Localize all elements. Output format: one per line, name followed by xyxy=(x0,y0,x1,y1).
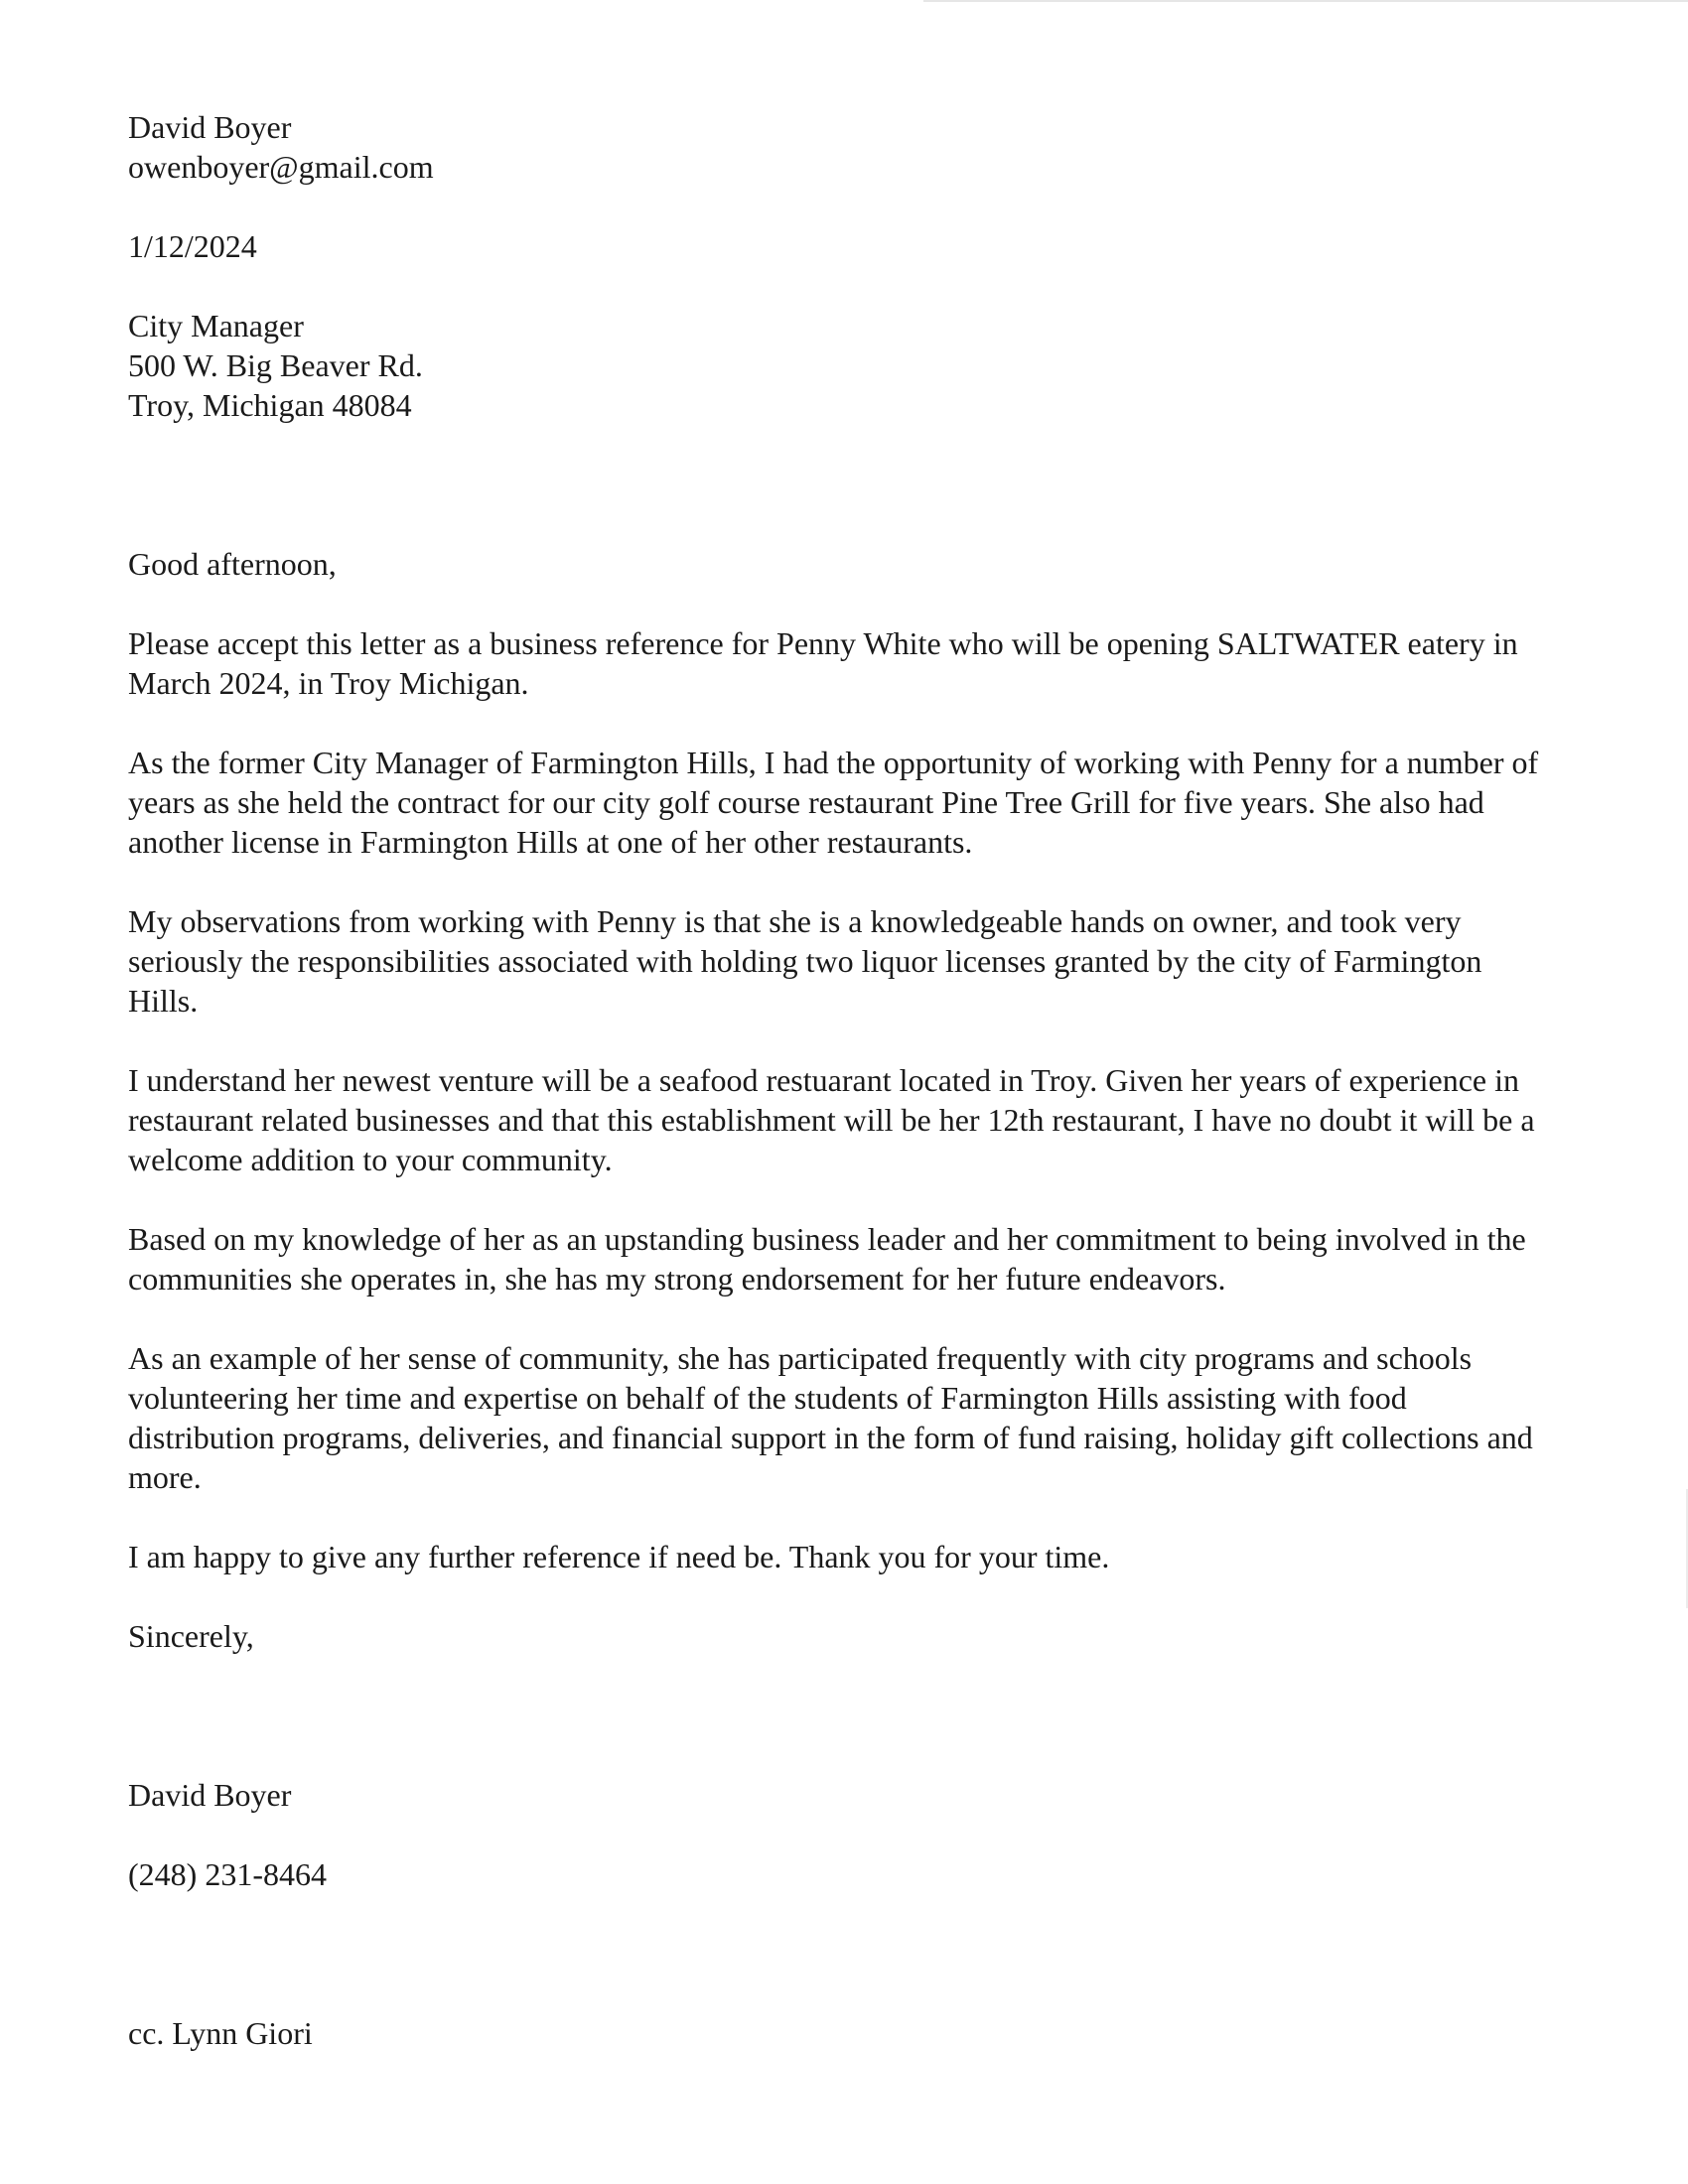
sender-block xyxy=(128,107,1558,187)
paragraph-reference: Please accept this letter as a business reference for Penny White who will be opening SALTWATER eatery in March 2024, in Troy Michigan. xyxy=(128,625,1518,701)
sender-email: owenboyer@gmail.com xyxy=(128,149,434,185)
closing: Sincerely, xyxy=(128,1618,254,1654)
greeting: Good afternoon, xyxy=(128,546,337,582)
paragraph-history: As the former City Manager of Farmington Hills, I had the opportunity of working with Penny for a number of years as she held the contract for our city golf course restaurant Pine Tree Grill for five years. She also had another license in Farmington Hills at one of her other restaurants. xyxy=(128,745,1539,860)
recipient-street: 500 W. Big Beaver Rd. xyxy=(128,347,423,383)
scan-edge-mark xyxy=(923,0,1688,2)
sender-name: David Boyer xyxy=(128,109,292,145)
recipient-city: Troy, Michigan 48084 xyxy=(128,387,412,423)
date-block xyxy=(128,226,1558,266)
signature-phone: (248) 231-8464 xyxy=(128,1856,327,1892)
letter-body xyxy=(128,107,1558,2053)
paragraph-community: As an example of her sense of community, she has participated frequently with city programs and schools volunteering her time and expertise on behalf of the students of Farmington Hills assisting with food distribution programs, deliveries, and financial support in the form of fund raising, holiday gift collections and more. xyxy=(128,1340,1533,1495)
letter-date: 1/12/2024 xyxy=(128,228,257,264)
paragraph-thanks: I am happy to give any further reference if need be. Thank you for your time. xyxy=(128,1539,1110,1574)
signature-name: David Boyer xyxy=(128,1777,292,1813)
paragraph-new-venture: I understand her newest venture will be a seafood restuarant located in Troy. Given her years of experience in restaurant related businesses and that this establishment will be her 12th restaurant, I have no doubt it will be a welcome addition to your community. xyxy=(128,1062,1535,1177)
paragraph-endorsement: Based on my knowledge of her as an upstanding business leader and her commitment to being involved in the communities she operates in, she has my strong endorsement for her future endeavors. xyxy=(128,1221,1526,1297)
paragraph-observations: My observations from working with Penny is that she is a knowledgeable hands on owner, and took very seriously the responsibilities associated with holding two liquor licenses granted by the city of Farmington Hills. xyxy=(128,903,1482,1019)
cc-line: cc. Lynn Giori xyxy=(128,2015,313,2051)
recipient-block xyxy=(128,306,1558,425)
recipient-title: City Manager xyxy=(128,308,304,343)
